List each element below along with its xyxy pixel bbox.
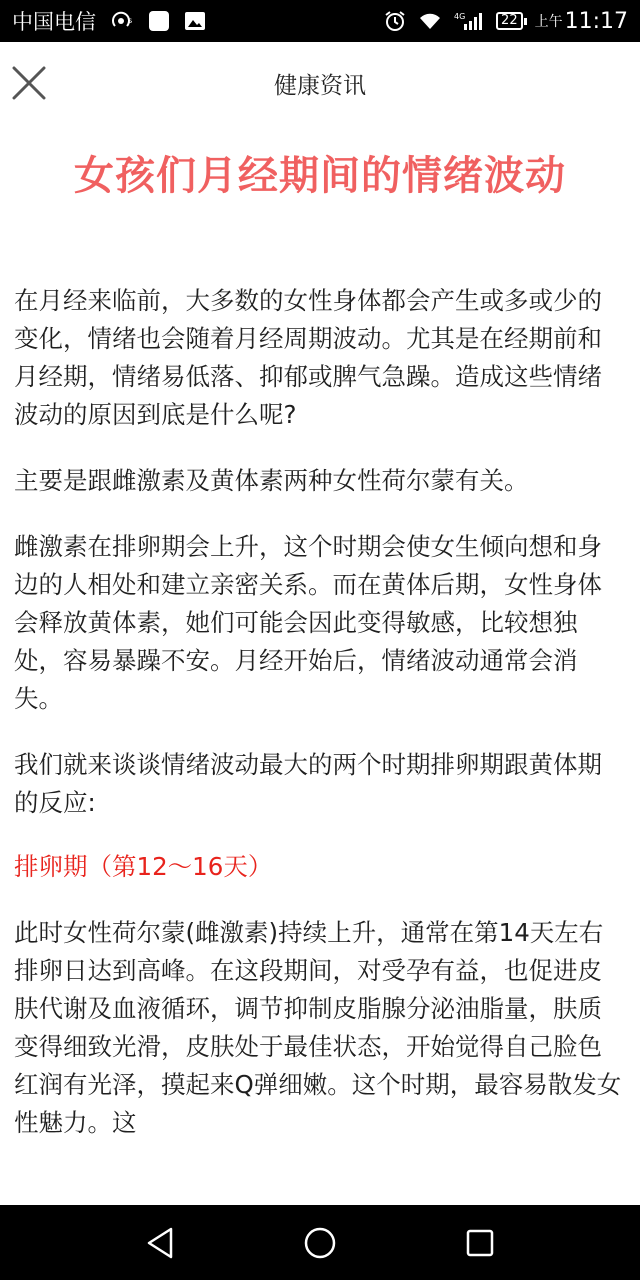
back-triangle-icon	[144, 1226, 176, 1260]
wifi-icon	[418, 11, 442, 31]
status-left	[12, 0, 220, 42]
home-circle-icon	[303, 1226, 337, 1260]
navigation-bar	[0, 1205, 640, 1280]
recent-apps-button[interactable]	[440, 1205, 520, 1280]
battery-tip	[524, 18, 527, 25]
header-title: 健康资讯	[274, 73, 366, 99]
article-paragraph: 我们就来谈谈情绪波动最大的两个时期排卵期跟黄体期的反应:	[14, 750, 602, 817]
clock: 11:17	[564, 8, 628, 34]
article-title: 女孩们月经期间的情绪波动	[74, 153, 566, 199]
battery-level: 22	[496, 12, 523, 30]
signal-4g-icon	[454, 10, 484, 32]
ampm-label: 上午	[534, 14, 563, 30]
alarm-icon	[384, 10, 406, 32]
home-button[interactable]	[280, 1205, 360, 1280]
recent-square-icon	[465, 1228, 495, 1258]
status-right	[372, 0, 628, 42]
hotspot-icon	[110, 10, 134, 32]
battery-indicator	[496, 12, 527, 30]
svg-text:s: s	[128, 16, 133, 25]
section-heading: 排卵期（第12～16天）	[14, 852, 273, 881]
status-bar	[0, 0, 640, 42]
notification-app-icon	[148, 10, 170, 32]
back-button[interactable]	[120, 1205, 200, 1280]
image-icon	[184, 11, 206, 31]
svg-text:4G: 4G	[454, 12, 466, 21]
article-paragraph: 主要是跟雌激素及黄体素两种女性荷尔蒙有关。	[14, 466, 529, 495]
article-paragraph: 雌激素在排卵期会上升，这个时期会使女生倾向想和身边的人相处和建立亲密关系。而在黄体后期，女性身体会释放黄体素，她们可能会因此变得敏感，比较想独处，容易暴躁不安。月经开始后，情绪波动通常会消失。	[14, 532, 602, 713]
article-paragraph: 在月经来临前，大多数的女性身体都会产生或多或少的变化，情绪也会随着月经周期波动。尤其是在经期前和月经期，情绪易低落、抑郁或脾气急躁。造成这些情绪波动的原因到底是什么呢?	[14, 286, 602, 429]
article-content[interactable]	[0, 130, 640, 1205]
carrier-label: 中国电信	[12, 10, 96, 34]
header-bar	[0, 42, 640, 130]
article-paragraph: 此时女性荷尔蒙(雌激素)持续上升，通常在第14天左右排卵日达到高峰。在这段期间，对受孕有益，也促进皮肤代谢及血液循环，调节抑制皮脂腺分泌油脂量，肤质变得细致光滑，皮肤处于最佳状态，开始觉得自己脸色红润有光泽，摸起来Q弹细嫩。这个时期，最容易散发女性魅力。这	[14, 918, 622, 1137]
